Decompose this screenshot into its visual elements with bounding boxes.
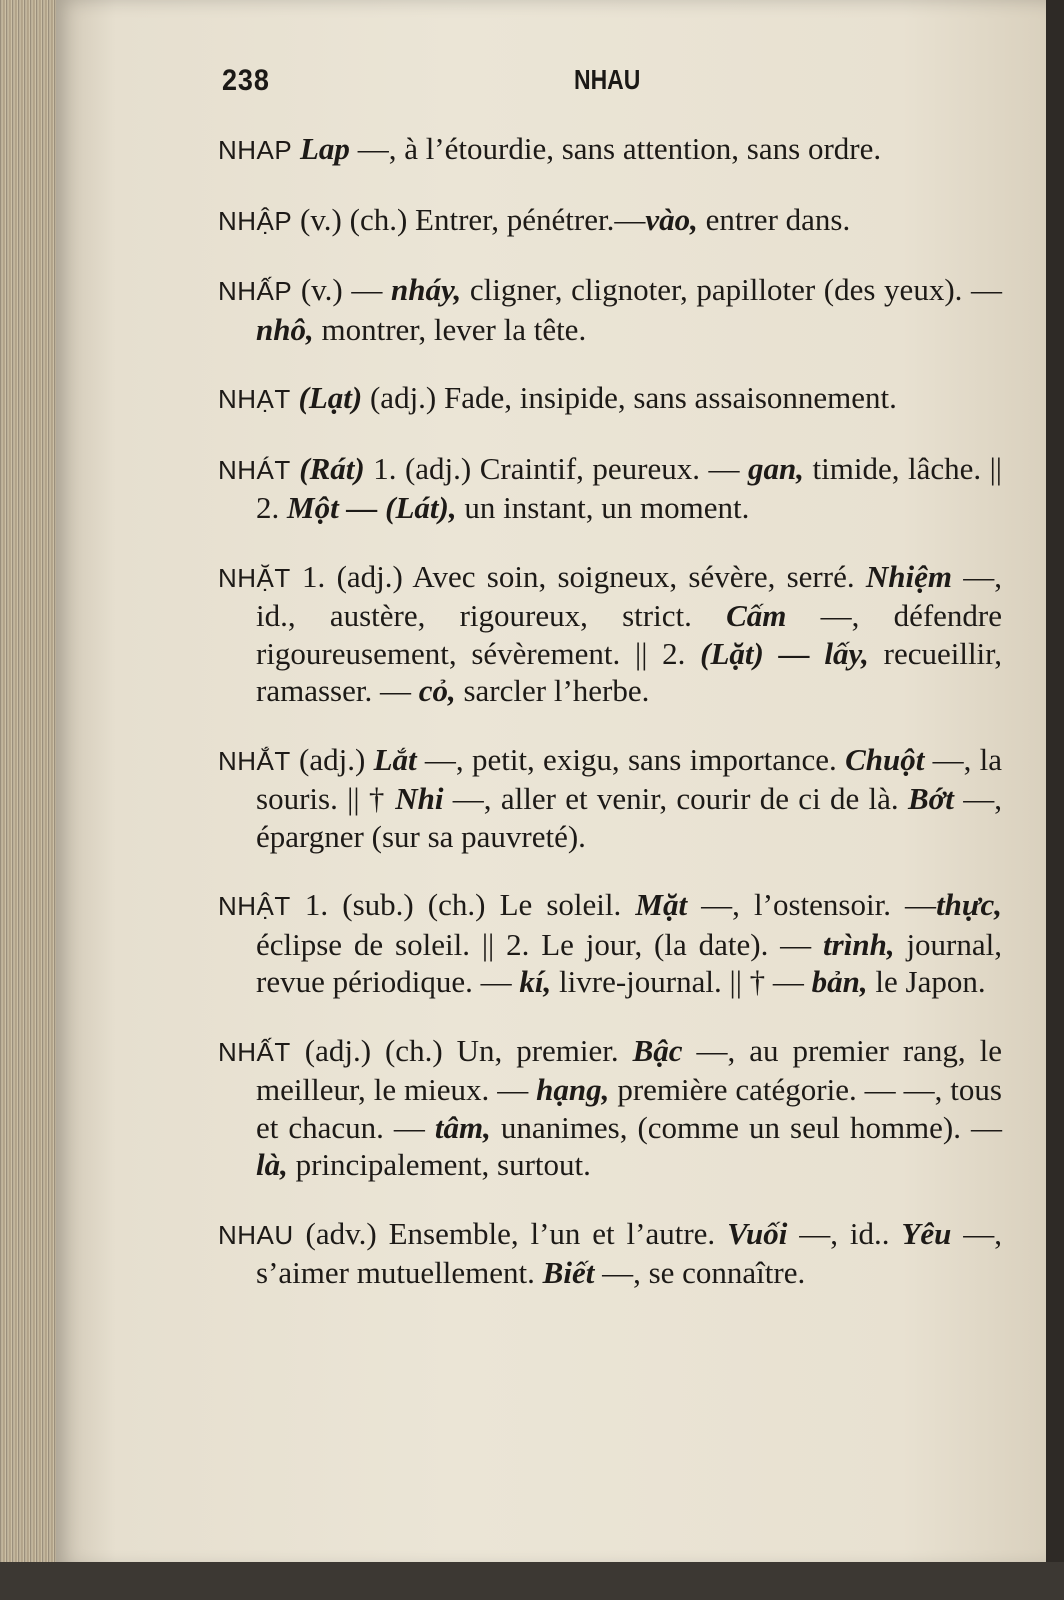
page-number: 238 [222, 64, 270, 97]
book-page-edges [0, 0, 60, 1600]
headword: NHẬP [218, 205, 293, 236]
entry-nhat-4: NHẮT (adj.) Lắt —, petit, exigu, sans importance. Chuột —, la souris. || † Nhi —, aller et venir, courir de ci de là. Bớt —, épargner (sur sa pauvreté). [218, 741, 1003, 854]
entry-nhap: NHAP Lap —, à l’étourdie, sans attention, sans ordre. [218, 131, 882, 166]
running-head: NHAU [574, 64, 641, 95]
entry-nhap-3: NHẤP (v.) — nháy, cligner, clignoter, papilloter (des yeux). — nhô, montrer, lever la tête. [218, 272, 1002, 347]
headword: NHẶT [218, 562, 291, 593]
entry-nhap-2: NHẬP (v.) (ch.) Entrer, pénétrer.—vào, entrer dans. [218, 201, 851, 237]
page-header [222, 64, 1002, 108]
entry-nhat-3: NHẶT 1. (adj.) Avec soin, soigneux, sévère, serré. Nhiệm —, id., austère, rigoureux, strict. Cấm —, défendre rigoureusement, sévèrement. || 2. (Lặt) — lấy, recueillir, ramasser. — cỏ, sarcler l’herbe. [218, 558, 1003, 708]
entry-nhau: NHAU (adv.) Ensemble, l’un et l’autre. Vuối —, id.. Yêu —, s’aimer mutuellement. Biết —, se connaître. [218, 1215, 1003, 1290]
dictionary-entries [218, 130, 1002, 1302]
headword: NHAU [218, 1219, 294, 1250]
headword: NHẮT [218, 745, 291, 776]
entry-nhat-2: NHÁT (Rát) 1. (adj.) Craintif, peureux. — gan, timide, lâche. || 2. Một — (Lát), un instant, un moment. [218, 450, 1003, 525]
entry-nhat-5: NHẬT 1. (sub.) (ch.) Le soleil. Mặt —, l’ostensoir. —thực, éclipse de soleil. || 2. Le jour, (la date). — trình, journal, revue périodique. — kí, livre-journal. || † — bản, le Japon. [218, 887, 1002, 999]
entry-nhat-1: NHẠT (Lạt) (adj.) Fade, insipide, sans assaisonnement. [218, 380, 897, 415]
entry-nhat-6: NHẤT (adj.) (ch.) Un, premier. Bậc —, au premier rang, le meilleur, le mieux. — hạng, première catégorie. — —, tous et chacun. — tâm, unanimes, (comme un seul homme). — là, principalement, surtout. [218, 1032, 1002, 1182]
headword: NHÁT [218, 454, 291, 485]
background-surface [0, 1562, 1064, 1600]
headword: NHẠT [218, 384, 291, 414]
book-cover-edge [1046, 0, 1064, 1600]
headword: NHẬT [218, 891, 291, 921]
headword: NHẤT [218, 1036, 291, 1067]
headword: NHẤP [218, 276, 293, 306]
headword: NHAP [218, 135, 293, 165]
